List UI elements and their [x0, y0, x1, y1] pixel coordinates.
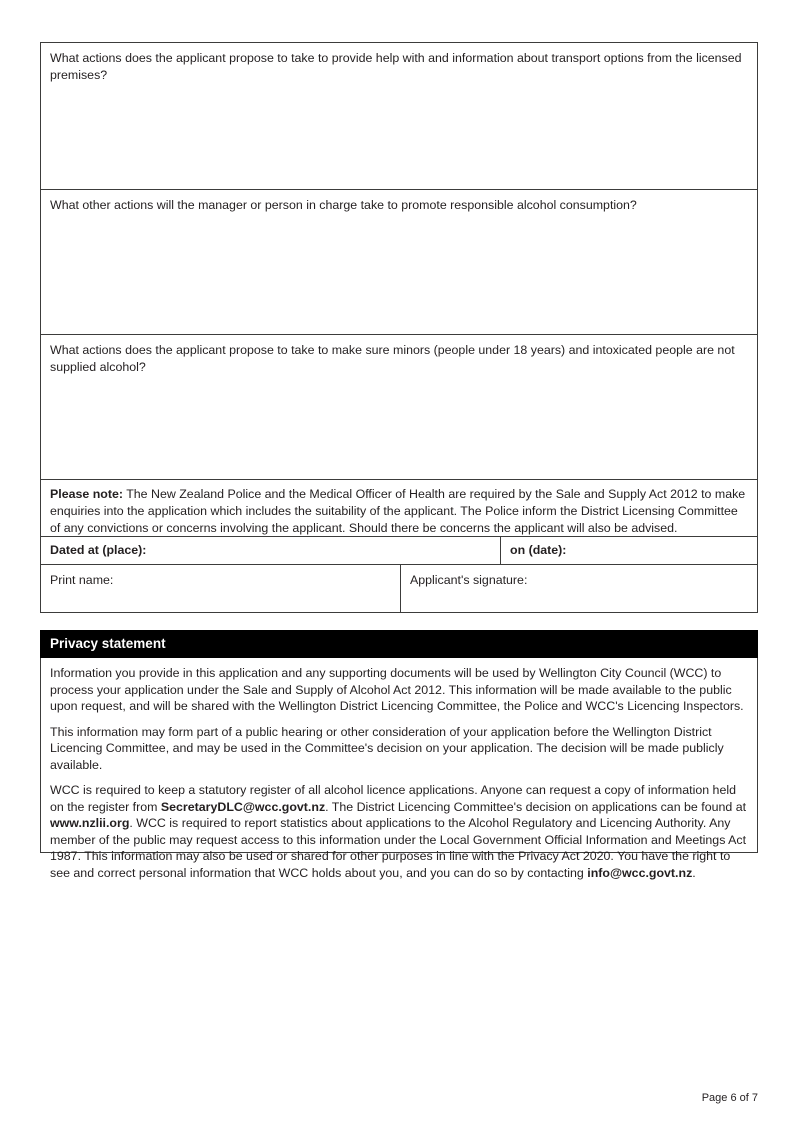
- dated-at-place-field[interactable]: [41, 537, 501, 564]
- question-cell-minors-intoxicated: [41, 334, 757, 479]
- question-minors-intoxicated-label: What actions does the applicant propose to take to make sure minors (people under 18 years) and intoxicated people are not supplied alcohol?: [50, 343, 735, 374]
- print-name-field[interactable]: [41, 565, 401, 612]
- print-name-label: Print name:: [50, 573, 114, 587]
- answer-area-transport[interactable]: [50, 84, 748, 182]
- privacy-statement-body: [40, 658, 758, 880]
- on-date-field[interactable]: [501, 537, 757, 564]
- privacy-paragraph-1: Information you provide in this application and any supporting documents will be used by Wellington City Council (WCC) to process your application under the Sale and Supply of Alcohol Act 2012. This information will be made available to the public upon request, and will be shared with the Wellington District Licencing Committee, the Police and WCC's Licencing Inspectors.: [50, 666, 744, 713]
- dated-row: [41, 536, 757, 564]
- privacy-paragraph-3-text-2: . The District Licencing Committee's decision on applications can be found at: [325, 799, 747, 814]
- info-wcc-email: info@wcc.govt.nz: [587, 865, 693, 880]
- answer-area-responsible-consumption[interactable]: [50, 214, 748, 327]
- privacy-paragraph-3-text-3: . WCC is required to report statistics about applications to the Alcohol Regulatory and Licencing Authority. Any member of the public may request access to this information under the Local Government Official Information and Meetings Act 1987. This information may also be used or shared for other purposes in line with the Privacy Act 2020. You have the right to see and correct personal information that WCC holds about you, and you can do so by contacting: [50, 816, 747, 880]
- question-cell-transport: [41, 43, 757, 189]
- privacy-paragraph-3: [50, 782, 748, 881]
- privacy-statement-header: [40, 630, 758, 658]
- privacy-paragraph-3-text-1: WCC is required to keep a statutory register of all alcohol licence applications. Anyone can request a copy of information held on the register from: [50, 783, 736, 814]
- question-transport-label: What actions does the applicant propose to take to provide help with and information about transport options from the licensed premises?: [50, 51, 742, 82]
- secretary-dlc-email: SecretaryDLC@wcc.govt.nz: [160, 799, 326, 814]
- answer-area-minors-intoxicated[interactable]: [50, 376, 748, 472]
- privacy-paragraph-2: This information may form part of a public hearing or other consideration of your application before the Wellington District Licencing Committee, and may be used in the Committee's decision on your application. The decision will be made publicly available.: [50, 724, 724, 772]
- applicant-signature-label: Applicant's signature:: [410, 573, 528, 587]
- question-cell-responsible-consumption: [41, 189, 757, 334]
- nzlii-website: www.nzlii.org: [50, 816, 130, 830]
- name-signature-row: [41, 564, 757, 612]
- page-number: Page 6 of 7: [701, 1092, 758, 1104]
- privacy-paragraph-3-text-4: .: [692, 865, 696, 880]
- application-form-table: [40, 42, 758, 613]
- please-note-text: The New Zealand Police and the Medical Officer of Health are required by the Sale and Supply Act 2012 to make enquiries into the application which includes the suitability of the applicant. The Police inform the District Licensing Committee of any convictions or concerns involving the applicant. Should there be concerns the applicant will also be advised.: [50, 487, 746, 535]
- dated-at-place-label: Dated at (place):: [50, 543, 147, 557]
- please-note-cell: [41, 479, 757, 536]
- question-responsible-consumption-label: What other actions will the manager or person in charge take to promote responsible alcohol consumption?: [50, 198, 637, 212]
- please-note-label: Please note:: [50, 487, 123, 501]
- on-date-label: on (date):: [510, 543, 567, 557]
- privacy-statement-title: Privacy statement: [50, 636, 166, 651]
- applicant-signature-field[interactable]: [401, 565, 757, 612]
